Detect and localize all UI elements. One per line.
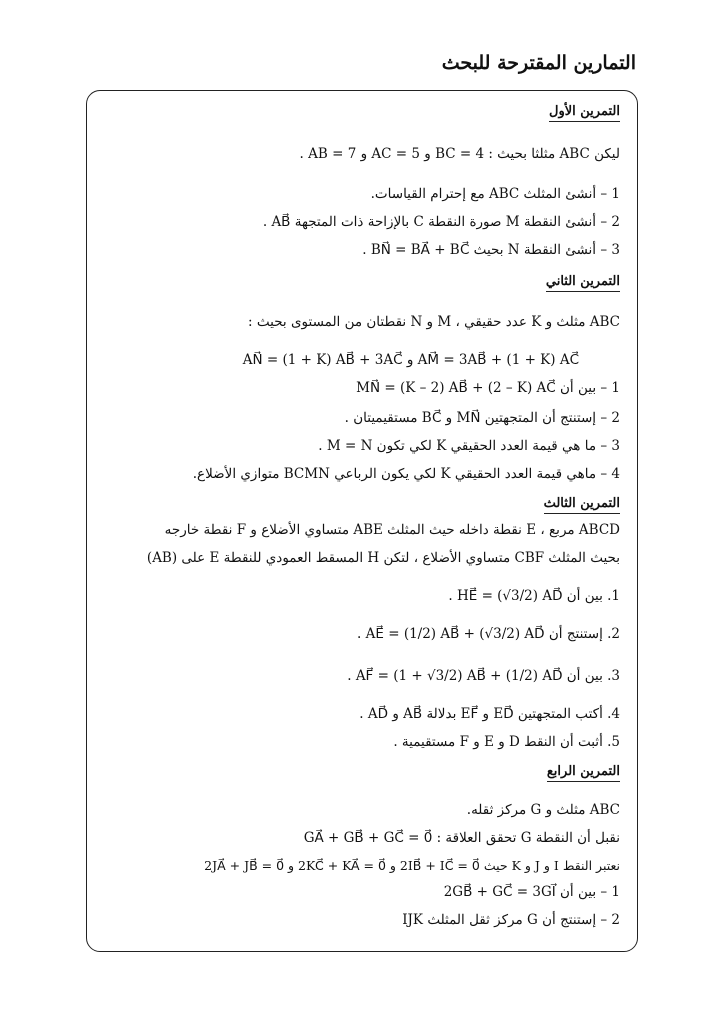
exercise-2-heading: التمرين الثاني <box>546 274 620 289</box>
exercise-2-relation: AM⃗ = 3AB⃗ + (1 + K) AC⃗ و AN⃗ = (1 + K) AB⃗ + 3AC⃗ <box>242 352 579 368</box>
exercise-4-question-1: 1 – بين أن 2GB⃗ + GC⃗ = 3GI⃗ <box>443 884 620 900</box>
exercise-4-intro: ABC مثلث و G مركز ثقله. <box>466 802 620 818</box>
exercise-2-question-3: 3 – ما هي قيمة العدد الحقيقي K لكي تكون M = N . <box>318 438 620 454</box>
exercise-3-question-3: 3. بين أن AF⃗ = (1 + √3/2) AB⃗ + (1/2) AD⃗ . <box>347 668 620 684</box>
exercise-3-question-1: 1. بين أن HE⃗ = (√3/2) AD⃗ . <box>448 588 620 604</box>
exercise-2-question-4: 4 – ماهي قيمة العدد الحقيقي K لكي يكون الرباعي BCMN متوازي الأضلاع. <box>192 466 620 482</box>
exercise-3-question-5: 5. أثبت أن النقط D و E و F مستقيمية . <box>393 734 620 750</box>
exercise-2-intro: ABC مثلث و K عدد حقيقي ، M و N نقطتان من المستوى بحيث : <box>248 314 620 330</box>
exercise-3-question-2: 2. إستنتج أن AE⃗ = (1/2) AB⃗ + (√3/2) AD⃗ . <box>357 626 620 642</box>
exercise-3-intro-2: بحيث المثلث CBF متساوي الأضلاع ، لتكن H المسقط العمودي للنقطة E على (AB) <box>146 550 620 566</box>
exercise-2-question-2: 2 – إستنتج أن المتجهتين MN⃗ و BC⃗ مستقيميتان . <box>344 410 620 426</box>
exercise-4-heading: التمرين الرابع <box>547 764 620 779</box>
exercise-3-heading: التمرين الثالث <box>544 496 620 511</box>
exercise-1-intro: ليكن ABC مثلثا بحيث : BC = 4 و AC = 5 و AB = 7 . <box>299 146 620 162</box>
exercise-1-question-3: 3 – أنشئ النقطة N بحيث BN⃗ = BA⃗ + BC⃗ . <box>362 242 620 258</box>
exercise-3-question-4: 4. أكتب المتجهتين ED⃗ و EF⃗ بدلالة AB⃗ و AD⃗ . <box>359 706 620 722</box>
exercise-1-heading: التمرين الأول <box>549 104 620 119</box>
exercise-1-question-2: 2 – أنشئ النقطة M صورة النقطة C بالإزاحة ذات المتجهة AB⃗ . <box>262 214 620 230</box>
exercise-1-question-1: 1 – أنشئ المثلث ABC مع إحترام القياسات. <box>370 186 620 202</box>
exercise-4-relation: نقبل أن النقطة G تحقق العلاقة : GA⃗ + GB⃗ + GC⃗ = 0⃗ <box>303 830 620 846</box>
page-title: التمارين المقترحة للبحث <box>441 52 636 74</box>
exercise-3-intro-1: ABCD مربع ، E نقطة داخله حيث المثلث ABE متساوي الأضلاع و F نقطة خارجه <box>164 522 620 538</box>
exercise-4-question-2: 2 – إستنتج أن G مركز ثقل المثلث IJK <box>402 912 620 928</box>
exercise-4-points: نعتبر النقط I و J و K حيث 2IB⃗ + IC⃗ = 0⃗ و 2KC⃗ + KA⃗ = 0⃗ و 2JA⃗ + JB⃗ = 0⃗ <box>204 858 620 873</box>
exercise-2-question-1: 1 – بين أن MN⃗ = (K – 2) AB⃗ + (2 – K) AC⃗ <box>356 380 620 396</box>
